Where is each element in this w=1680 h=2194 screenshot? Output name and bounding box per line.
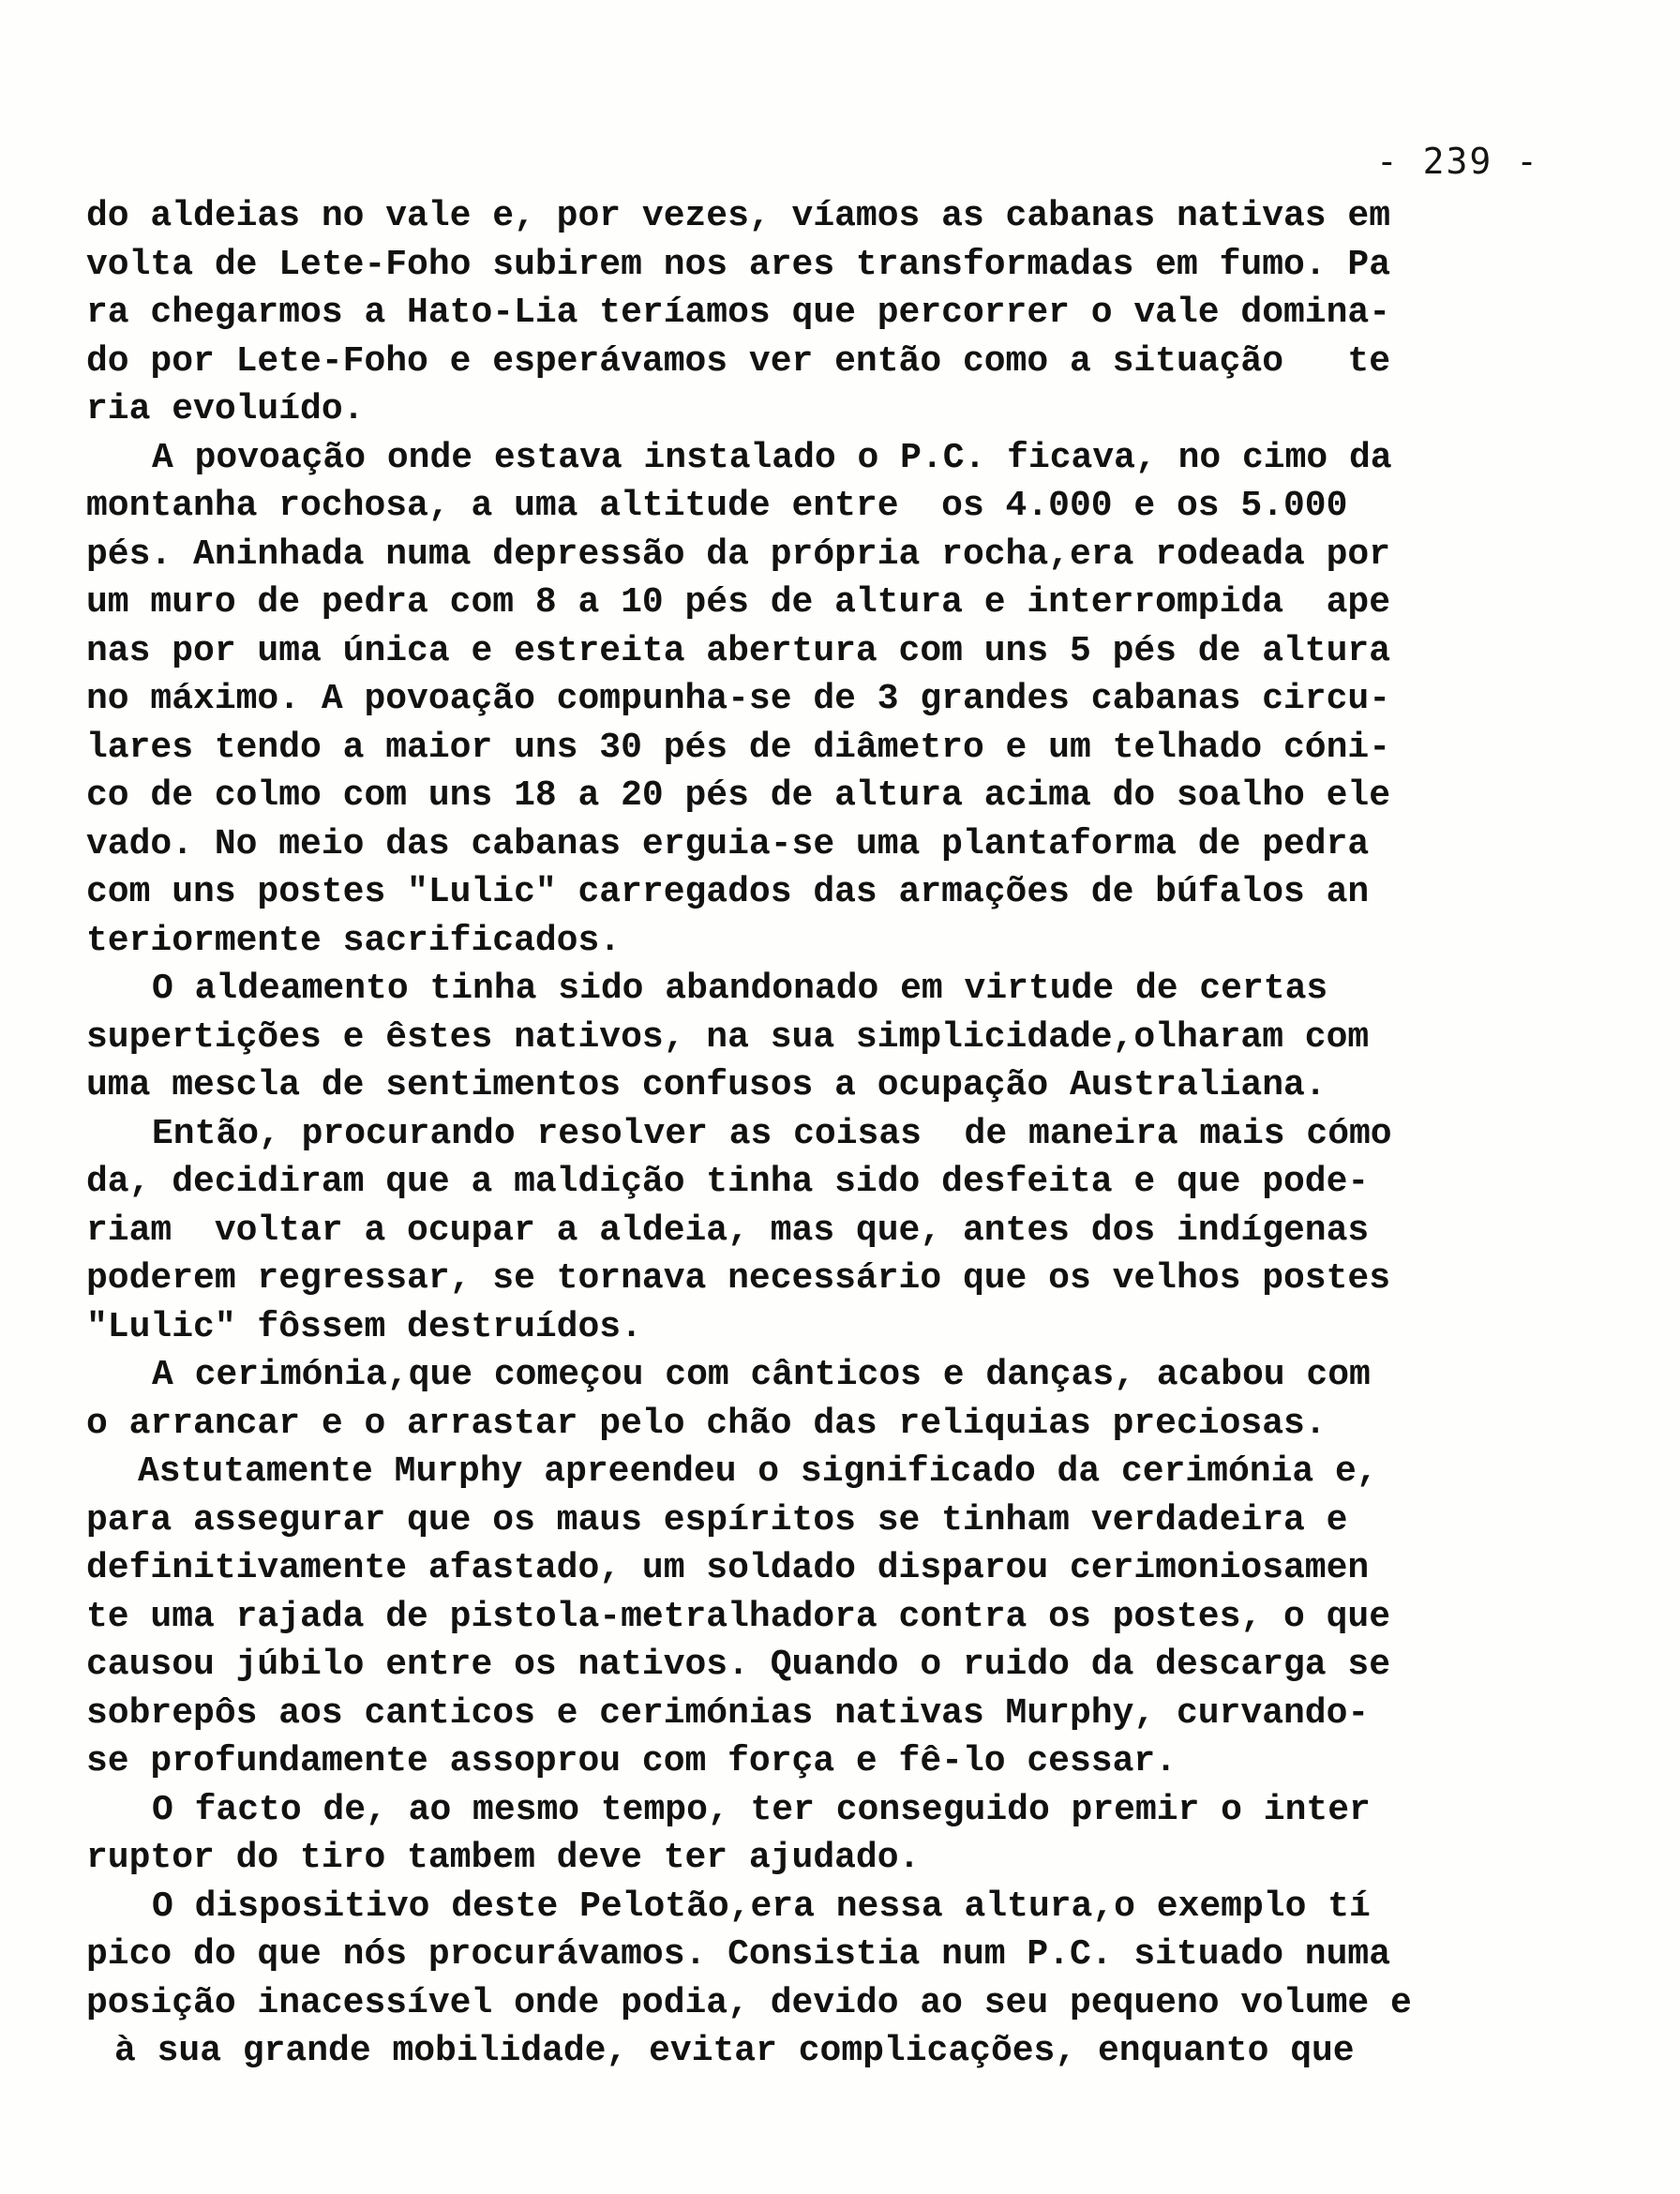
text-line: do por Lete-Foho e esperávamos ver então como a situação te — [86, 340, 1391, 382]
text-line: o arrancar e o arrastar pelo chão das reliquias preciosas. — [86, 1403, 1327, 1444]
body-text — [86, 192, 1539, 2076]
paragraph-start-line: A povoação onde estava instalado o P.C. ficava, no cimo da — [152, 437, 1392, 478]
text-line: uma mescla de sentimentos confusos a ocupação Australiana. — [86, 1065, 1327, 1105]
text-line: te uma rajada de pistola-metralhadora contra os postes, o que — [86, 1596, 1391, 1637]
text-line: para assegurar que os maus espíritos se tinham verdadeira e — [86, 1499, 1348, 1540]
text-line: pico do que nós procurávamos. Consistia num P.C. situado numa — [86, 1934, 1391, 1975]
text-line: à sua grande mobilidade, evitar complicações, enquanto que — [114, 2031, 1355, 2071]
page-number: - 239 - — [1375, 141, 1539, 182]
text-line: ria evoluído. — [86, 389, 365, 429]
text-line: com uns postes "Lulic" carregados das armações de búfalos an — [86, 872, 1370, 912]
text-line: poderem regressar, se tornava necessário que os velhos postes — [86, 1258, 1391, 1299]
text-line: causou júbilo entre os nativos. Quando o ruido da descarga se — [86, 1645, 1391, 1685]
text-line: sobrepôs aos canticos e cerimónias nativas Murphy, curvando- — [86, 1692, 1370, 1734]
text-line: teriormente sacrificados. — [86, 920, 622, 961]
paragraph-start-line: A cerimónia,que começou com cânticos e danças, acabou com — [152, 1355, 1371, 1395]
text-line: volta de Lete-Foho subirem nos ares transformadas em fumo. Pa — [86, 244, 1391, 285]
text-line: co de colmo com uns 18 a 20 pés de altura acima do soalho ele — [86, 775, 1391, 816]
text-line: supertições e êstes nativos, na sua simplicidade,olharam com — [86, 1016, 1370, 1058]
text-line: no máximo. A povoação compunha-se de 3 grandes cabanas circu- — [86, 679, 1391, 719]
paragraph-start-line: Então, procurando resolver as coisas de maneira mais cómo — [152, 1113, 1392, 1154]
text-line: da, decidiram que a maldição tinha sido desfeita e que pode- — [86, 1162, 1370, 1202]
text-line: do aldeias no vale e, por vezes, víamos as cabanas nativas em — [86, 196, 1391, 236]
text-line: vado. No meio das cabanas erguia-se uma plantaforma de pedra — [86, 823, 1370, 864]
paragraph-start-line: O aldeamento tinha sido abandonado em virtude de certas — [152, 969, 1328, 1009]
text-line: posição inacessível onde podia, devido ao seu pequeno volume e — [86, 1982, 1412, 2023]
paragraph-start-line: Astutamente Murphy apreendeu o significado da cerimónia e, — [138, 1451, 1378, 1492]
text-line: se profundamente assoprou com força e fê-lo cessar. — [86, 1741, 1177, 1781]
text-line: montanha rochosa, a uma altitude entre os 4.000 e os 5.000 — [86, 486, 1348, 526]
text-line: ruptor do tiro tambem deve ter ajudado. — [86, 1838, 921, 1878]
paragraph-start-line: O dispositivo deste Pelotão,era nessa altura,o exemplo tí — [152, 1886, 1371, 1927]
text-line: "Lulic" fôssem destruídos. — [86, 1306, 642, 1347]
text-line: riam voltar a ocupar a aldeia, mas que, antes dos indígenas — [86, 1210, 1370, 1251]
text-line: nas por uma única e estreita abertura com uns 5 pés de altura — [86, 630, 1391, 671]
text-line: um muro de pedra com 8 a 10 pés de altura e interrompida ape — [86, 582, 1391, 623]
text-line: ra chegarmos a Hato-Lia teríamos que percorrer o vale domina- — [86, 293, 1391, 333]
text-line: pés. Aninhada numa depressão da própria rocha,era rodeada por — [86, 533, 1391, 575]
text-line: definitivamente afastado, um soldado disparou cerimoniosamen — [86, 1548, 1370, 1588]
paragraph-start-line: O facto de, ao mesmo tempo, ter conseguido premir o inter — [152, 1789, 1371, 1830]
text-line: lares tendo a maior uns 30 pés de diâmetro e um telhado cóni- — [86, 727, 1391, 768]
